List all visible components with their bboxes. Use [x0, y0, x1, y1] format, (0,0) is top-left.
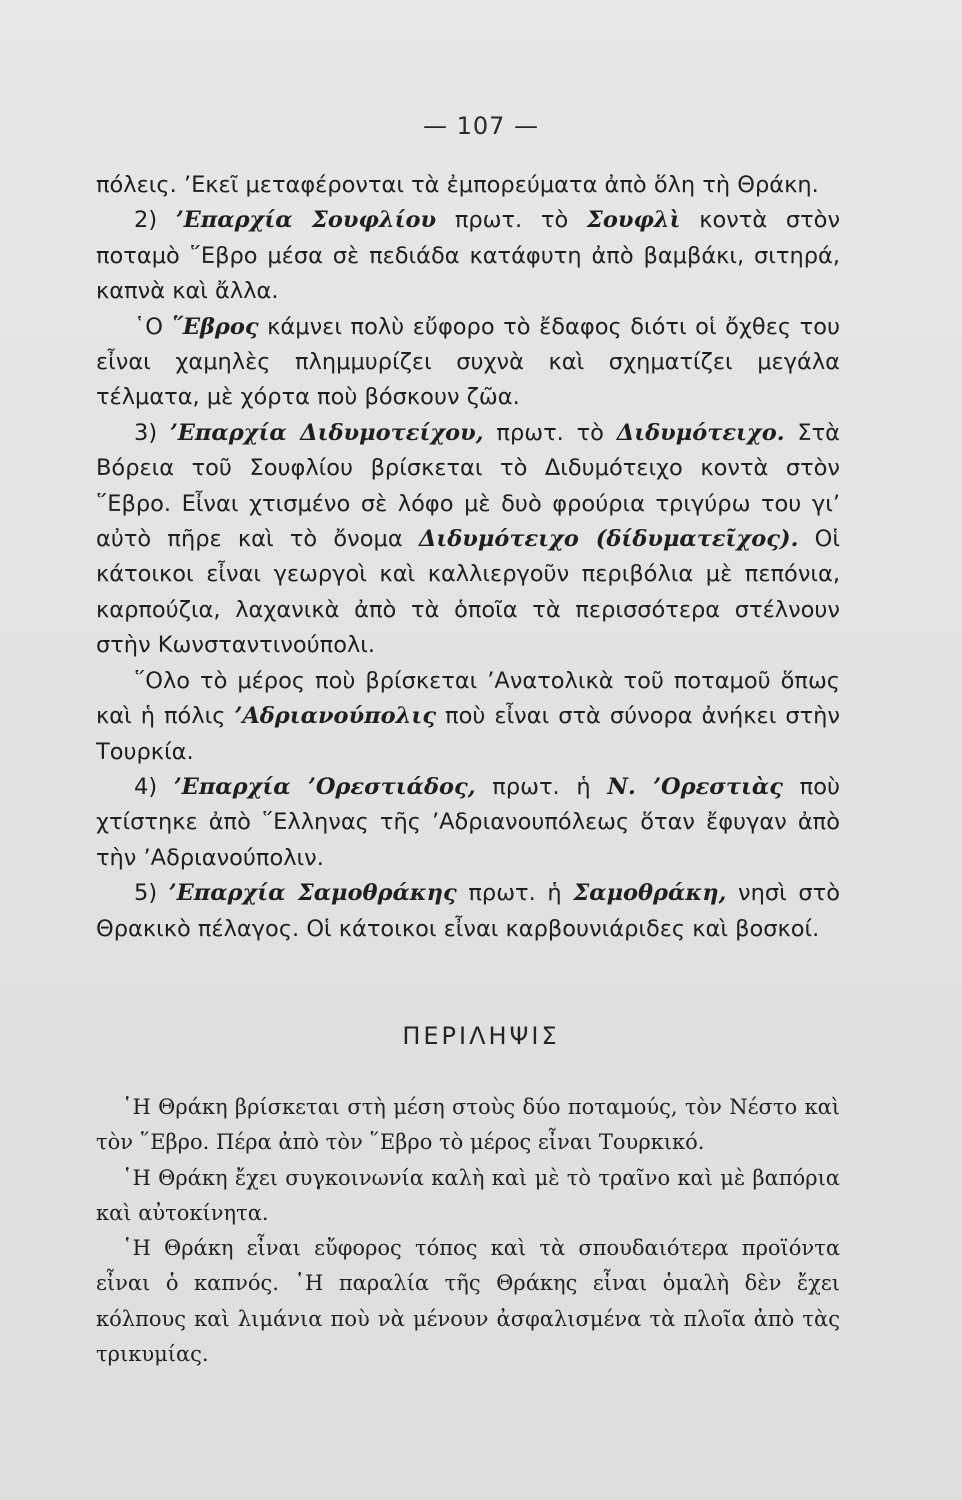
summary-paragraph-products: ῾Η Θράκη εἶναι εὔφορος τόπος καὶ τὰ σπουδαιότερα προϊόντα εἶναι ὁ καπνός. ῾Η παραλία τῆς Θράκης εἶναι ὁμαλὴ δὲν ἔχει κόλπους καὶ λιμάνια ποὺ νὰ μένουν ἀσφαλισμένα τὰ πλοῖα ἀπὸ τὰς τρικυμίας. [96, 1236, 840, 1367]
region-title-samothrace: ’Επαρχία Σαμοθράκης [168, 880, 457, 907]
summary-paragraph-rivers: ῾Η Θράκη βρίσκεται στὴ μέση στοὺς δύο ποταμούς, τὸν Νέστο καὶ τὸν ῞Εβρο. Πέρα ἀπὸ τὸν ῞Εβρο τὸ μέρος εἶναι Τουρκικό. [96, 1095, 840, 1155]
capital-orestiada: Ν. ’Ορεστιὰς [607, 773, 783, 800]
text-fragment: πρωτ. ἡ [475, 773, 608, 800]
text-fragment: Οἱ κάτοικοι εἶναι γεωργοὶ καὶ καλλιεργοῦν περιβόλια μὲ πεπόνια, καρπούζια, λαχανικὰ ἀπὸ τὰ ὁποῖα τὰ περισσότερα στέλνουν στὴν Κωνσταντινούπολι. [96, 526, 840, 659]
paragraph-samothrace [96, 876, 840, 947]
main-text [96, 168, 840, 947]
paragraph-evros [96, 310, 840, 416]
text-fragment: πρωτ. τὸ [483, 419, 617, 446]
text-fragment: νησὶ στὸ Θρακικὸ πέλαγος. Οἱ κάτοικοι εἶναι καρβουνιάριδες καὶ βοσκοί. [96, 880, 840, 942]
capital-soufli: Σουφλὶ [586, 207, 681, 234]
text-fragment: πρωτ. τὸ [436, 207, 587, 234]
summary-text [96, 1090, 840, 1372]
paragraph-orestiada [96, 770, 840, 876]
item-number: 5) [134, 880, 169, 907]
page-number: — 107 — [422, 112, 540, 140]
text-fragment: ποὺ εἶναι στὰ σύνορα ἀνήκει στὴν Τουρκία. [96, 703, 840, 765]
text-fragment: πρωτ. ἡ [456, 880, 574, 907]
paragraph-intro: πόλεις. ’Εκεῖ μεταφέρονται τὰ ἐμπορεύματα ἀπὸ ὅλη τὴ Θράκη. [96, 172, 819, 198]
paragraph-soufli [96, 203, 840, 309]
summary-paragraph-transport: ῾Η Θράκη ἔχει συγκοινωνία καλὴ καὶ μὲ τὸ τραῖνο καὶ μὲ βαπόρια καὶ αὐτοκίνητα. [96, 1165, 840, 1225]
name-etymology: Διδυμότειχο (δίδυματεῖχος). [418, 526, 799, 553]
text-fragment: Στὰ Βόρεια τοῦ Σουφλίου βρίσκεται τὸ Διδυμότειχο κοντὰ στὸν ῞Εβρο. Εἶναι χτισμένο σὲ λόφο μὲ δυὸ φρούρια τριγύρω του γι’ αὐτὸ πῆρε καὶ τὸ ὄνομα [96, 419, 840, 553]
text-fragment: κοντὰ στὸν ποταμὸ ῞Εβρο μέσα σὲ πεδιάδα κατάφυτη ἀπὸ βαμβάκι, σιτηρά, καπνὰ καὶ ἄλλα. [96, 207, 841, 305]
city-adrianople: ’Αδριανούπολις [234, 703, 437, 730]
text-fragment: κάμνει πολὺ εὔφορο τὸ ἔδαφος διότι οἱ ὄχθες του εἶναι χαμηλὲς πλημμυρίζει συχνὰ καὶ σχηματίζει μεγάλα τέλματα, μὲ χόρτα ποὺ βόσκουν ζῶα. [96, 313, 840, 411]
capital-didymoteicho: Διδυμότειχο. [616, 419, 785, 446]
paragraph-didymoteicho [96, 416, 840, 664]
region-title-orestiada: ’Επαρχία ’Ορεστιάδος, [173, 773, 476, 800]
item-number: 4) [134, 773, 174, 800]
text-fragment: ῾Ο [134, 313, 172, 340]
paragraph-adrianople [96, 664, 840, 770]
text-fragment: ποὺ χτίστηκε ἀπὸ ῞Ελληνας τῆς ’Αδριανουπόλεως ὅταν ἔφυγαν ἀπὸ τὴν ’Αδριανούπολιν. [96, 773, 841, 871]
text-fragment: ῞Ολο τὸ μέρος ποὺ βρίσκεται ’Ανατολικὰ τοῦ ποταμοῦ ὅπως καὶ ἡ πόλις [96, 667, 840, 730]
region-title-didymoteicho: ’Επαρχία Διδυμοτείχου, [169, 419, 484, 446]
item-number: 3) [134, 419, 170, 446]
capital-samothrace: Σαμοθράκη, [573, 880, 727, 907]
region-title-soufli: ’Επαρχία Σουφλίου [175, 207, 437, 234]
river-evros: ῞Εβρος [171, 313, 259, 340]
item-number: 2) [134, 207, 176, 234]
summary-heading: ΠΕΡΙΛΗΨΙΣ [402, 1022, 560, 1050]
